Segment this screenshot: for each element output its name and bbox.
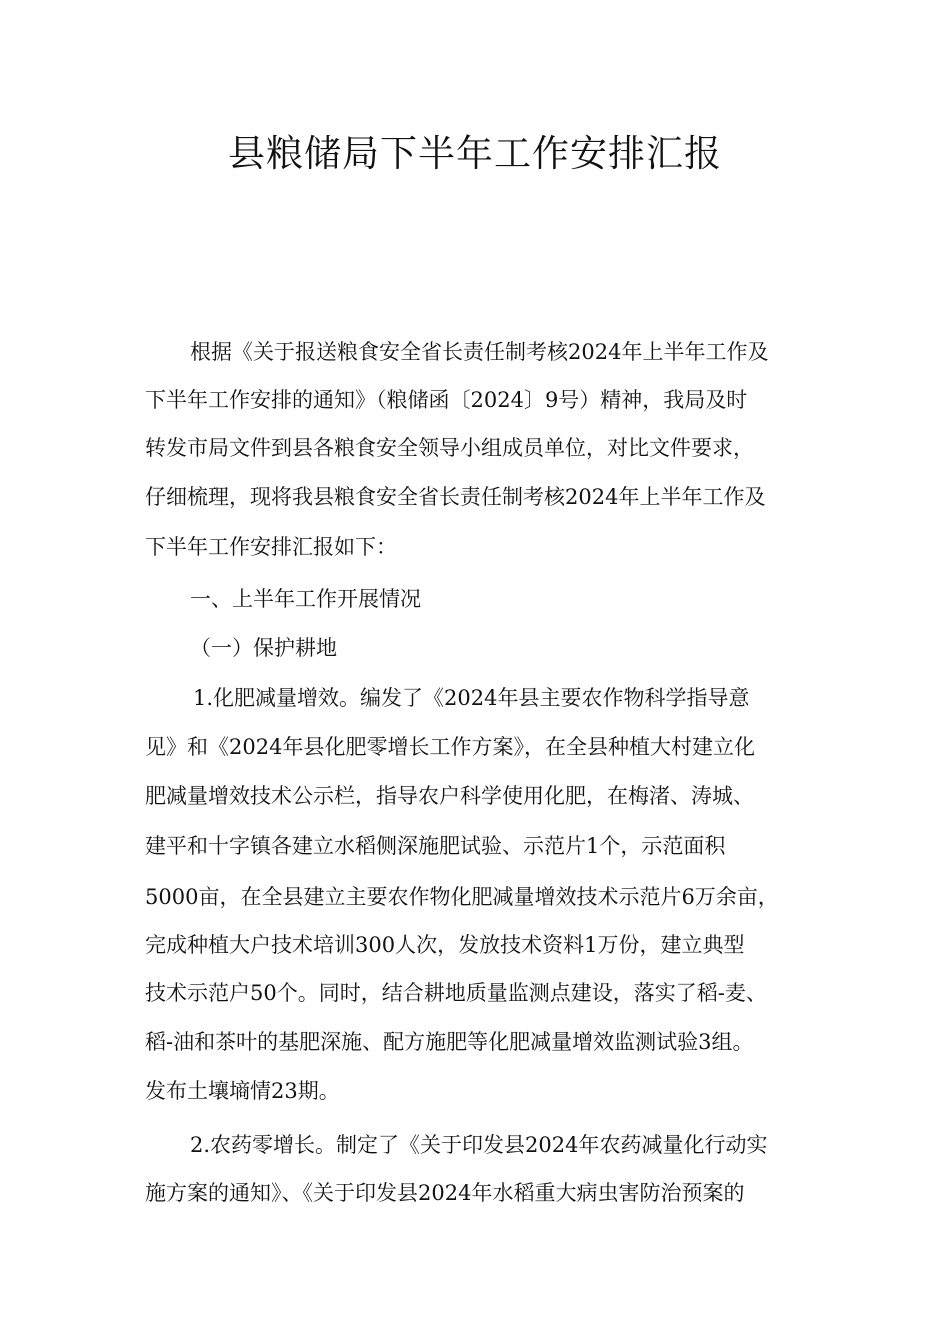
paragraph-line: 转发市局文件到县各粮食安全领导小组成员单位，对比文件要求， (145, 436, 754, 460)
paragraph-line: 施方案的通知》、《关于印发县2024年水稻重大病虫害防治预案的 (145, 1181, 745, 1205)
paragraph-line: 下半年工作安排汇报如下： (145, 535, 397, 559)
paragraph-line: 下半年工作安排的通知》（粮储函〔2024〕9号）精神，我局及时 (145, 388, 748, 412)
document-title: 县粮储局下半年工作安排汇报 (228, 132, 722, 175)
subsection-heading: （一）保护耕地 (190, 636, 337, 660)
section-heading: 一、上半年工作开展情况 (190, 587, 421, 611)
paragraph-line: 技术示范户50个。同时，结合耕地质量监测点建设，落实了稻-麦、 (145, 981, 767, 1005)
paragraph-line: 完成种植大户技术培训300人次，发放技术资料1万份，建立典型 (145, 933, 745, 957)
paragraph-line: 5000亩，在全县建立主要农作物化肥减量增效技术示范片6万余亩， (145, 885, 779, 909)
paragraph-line: 1.化肥减量增效。编发了《2024年县主要农作物科学指导意 (193, 686, 750, 710)
paragraph-line: 稻-油和茶叶的基肥深施、配方施肥等化肥减量增效监测试验3组。 (145, 1030, 754, 1054)
paragraph-line: 根据《关于报送粮食安全省长责任制考核2024年上半年工作及 (190, 340, 769, 364)
paragraph-line: 建平和十字镇各建立水稻侧深施肥试验、示范片1个，示范面积 (145, 834, 726, 858)
paragraph-line: 2.农药零增长。制定了《关于印发县2024年农药减量化行动实 (190, 1133, 768, 1157)
paragraph-line: 肥减量增效技术公示栏，指导农户科学使用化肥，在梅渚、涛城、 (145, 784, 754, 808)
paragraph-line: 仔细梳理，现将我县粮食安全省长责任制考核2024年上半年工作及 (145, 485, 766, 509)
paragraph-line: 发布土壤墒情23期。 (145, 1079, 340, 1103)
paragraph-line: 见》和《2024年县化肥零增长工作方案》，在全县种植大村建立化 (145, 735, 755, 759)
